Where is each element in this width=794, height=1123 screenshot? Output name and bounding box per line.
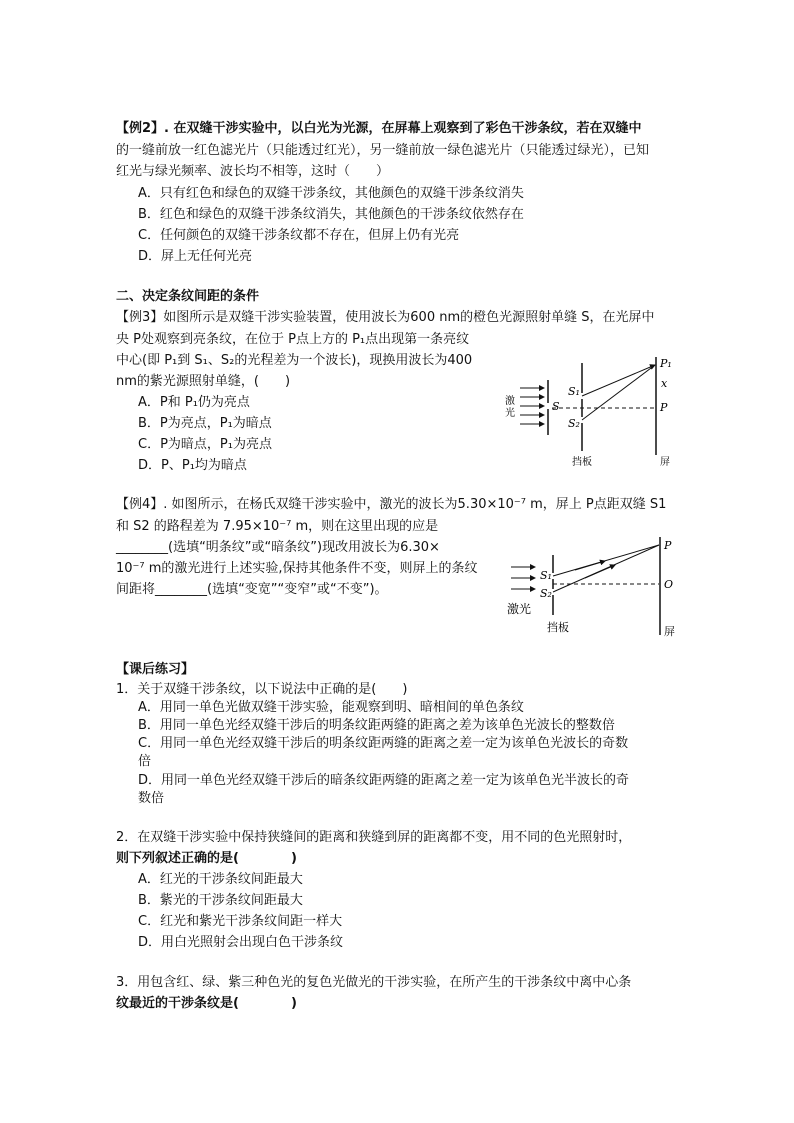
ex4-line-5: 间距将________(选填“变宽”“变窄”或“不变”)。 [116,582,388,597]
hw-q1-option-b: B．用同一单色光经双缝干涉后的明条纹距两缝的距离之差为该单色光波长的整数倍 [138,718,615,733]
hw-q2-option-a: A．红光的干涉条纹间距最大 [138,872,303,887]
ex4-line-4: 10⁻⁷ m的激光进行上述实验,保持其他条件不变，则屏上的条纹 [116,561,478,576]
ex2-line-3: 红光与绿光频率、波长均不相等，这时（ ） [116,164,390,179]
ex3-x-label: x [661,377,668,390]
laser-rays [520,388,544,424]
ex3-p1-label: P₁ [660,357,672,370]
ex4-line-1: 【例4】. 如图所示，在杨氏双缝干涉实验中，激光的波长为5.30×10⁻⁷ m，屏上 P点距双缝 S1 [116,497,667,512]
ex3-option-c: C．P为暗点，P₁为亮点 [138,437,272,452]
ex3-double-slit-figure [500,355,690,470]
ex3-laser-label-1: 激 [505,396,515,407]
ex2-option-a: A．只有红色和绿色的双缝干涉条纹，其他颜色的双缝干涉条纹消失 [138,186,524,201]
ex2-option-d: D．屏上无任何光亮 [138,249,253,264]
ex3-screen-label: 屏 [660,457,670,468]
ex4-screen-label: 屏 [664,625,675,638]
ex3-line-2: 央 P处观察到亮条纹，在位于 P点上方的 P₁点出现第一条亮纹 [116,332,470,347]
ex4-o-label: O [664,578,674,591]
ex3-line-1: 【例3】如图所示是双缝干涉实验装置，使用波长为600 nm的橙色光源照射单缝 S，在光屏中 [116,310,655,325]
ex3-option-a: A．P和 P₁仍为亮点 [138,395,250,410]
ex3-line-3: 中心(即 P₁到 S₁、S₂的光程差为一个波长)，现换用波长为400 [116,353,473,368]
hw-q1-option-a: A．用同一单色光做双缝干涉实验，能观察到明、暗相间的单色条纹 [138,700,524,715]
hw-q2-option-c: C．红光和紫光干涉条纹间距一样大 [138,914,343,929]
ex3-board-label: 挡板 [572,457,592,468]
hw-q3-stem-1: 3．用包含红、绿、紫三种色光的复色光做光的干涉实验，在所产生的干涉条纹中离中心条 [116,975,632,990]
hw-q2-option-d: D．用白光照射会出现白色干涉条纹 [138,935,344,950]
ex3-s1-label: S₁ [568,385,580,398]
hw-q2-stem-1: 2．在双缝干涉实验中保持狭缝间的距离和狭缝到屏的距离都不变，用不同的色光照射时， [116,830,632,845]
ex4-line-3: ________(选填“明条纹”或“暗条纹”)现改用波长为6.30× [116,540,440,555]
ex3-laser-label-2: 光 [505,408,515,419]
ex3-s-label: S [552,400,560,413]
ex3-option-d: D．P、P₁均为暗点 [138,458,247,473]
hw-q2-stem-2: 则下列叙述正确的是( ) [116,851,297,866]
hw-q1-option-d-cont: 数倍 [138,791,165,806]
ex4-laser-label: 激光 [507,602,532,616]
hw-q1-option-d: D．用同一单色光经双缝干涉后的暗条纹距两缝的距离之差一定为该单色光半波长的奇 [138,773,630,788]
hw-q1-stem: 1．关于双缝干涉条纹，以下说法中正确的是( ) [116,682,408,697]
ex4-board-label: 挡板 [547,621,569,634]
hw-q2-option-b: B．紫光的干涉条纹间距最大 [138,893,303,908]
ex4-s1-label: S₁ [540,569,552,582]
homework-title: 【课后练习】 [116,662,195,677]
ex4-s2-label: S₂ [540,587,552,600]
hw-q3-stem-2: 纹最近的干涉条纹是( ) [116,996,297,1011]
ex3-option-b: B．P为亮点，P₁为暗点 [138,416,272,431]
ex2-option-c: C．任何颜色的双缝干涉条纹都不存在，但屏上仍有光亮 [138,228,460,243]
ex4-p-label: P [664,539,672,552]
ex3-s2-label: S₂ [568,417,580,430]
ex2-line-1: 【例2】. 在双缝干涉实验中，以白光为光源，在屏幕上观察到了彩色干涉条纹，若在双缝中 [116,121,642,136]
hw-q1-option-c: C．用同一单色光经双缝干涉后的明条纹距两缝的距离之差一定为该单色光波长的奇数 [138,736,629,751]
ex3-p-label: P [660,401,668,414]
ex4-laser-rays [511,567,535,589]
ex2-line-2: 的一缝前放一红色滤光片（只能透过红光），另一缝前放一绿色滤光片（只能透过绿光），已知 [116,143,650,158]
ex3-line-4: nm的紫光源照射单缝，( ) [116,374,291,389]
section-2-title: 二、决定条纹间距的条件 [116,289,260,304]
hw-q1-option-c-cont: 倍 [138,754,152,769]
ex2-option-b: B．红色和绿色的双缝干涉条纹消失，其他颜色的干涉条纹依然存在 [138,207,524,222]
ex4-double-slit-figure [505,535,695,645]
ex4-line-2: 和 S2 的路程差为 7.95×10⁻⁷ m，则在这里出现的应是 [116,519,439,534]
